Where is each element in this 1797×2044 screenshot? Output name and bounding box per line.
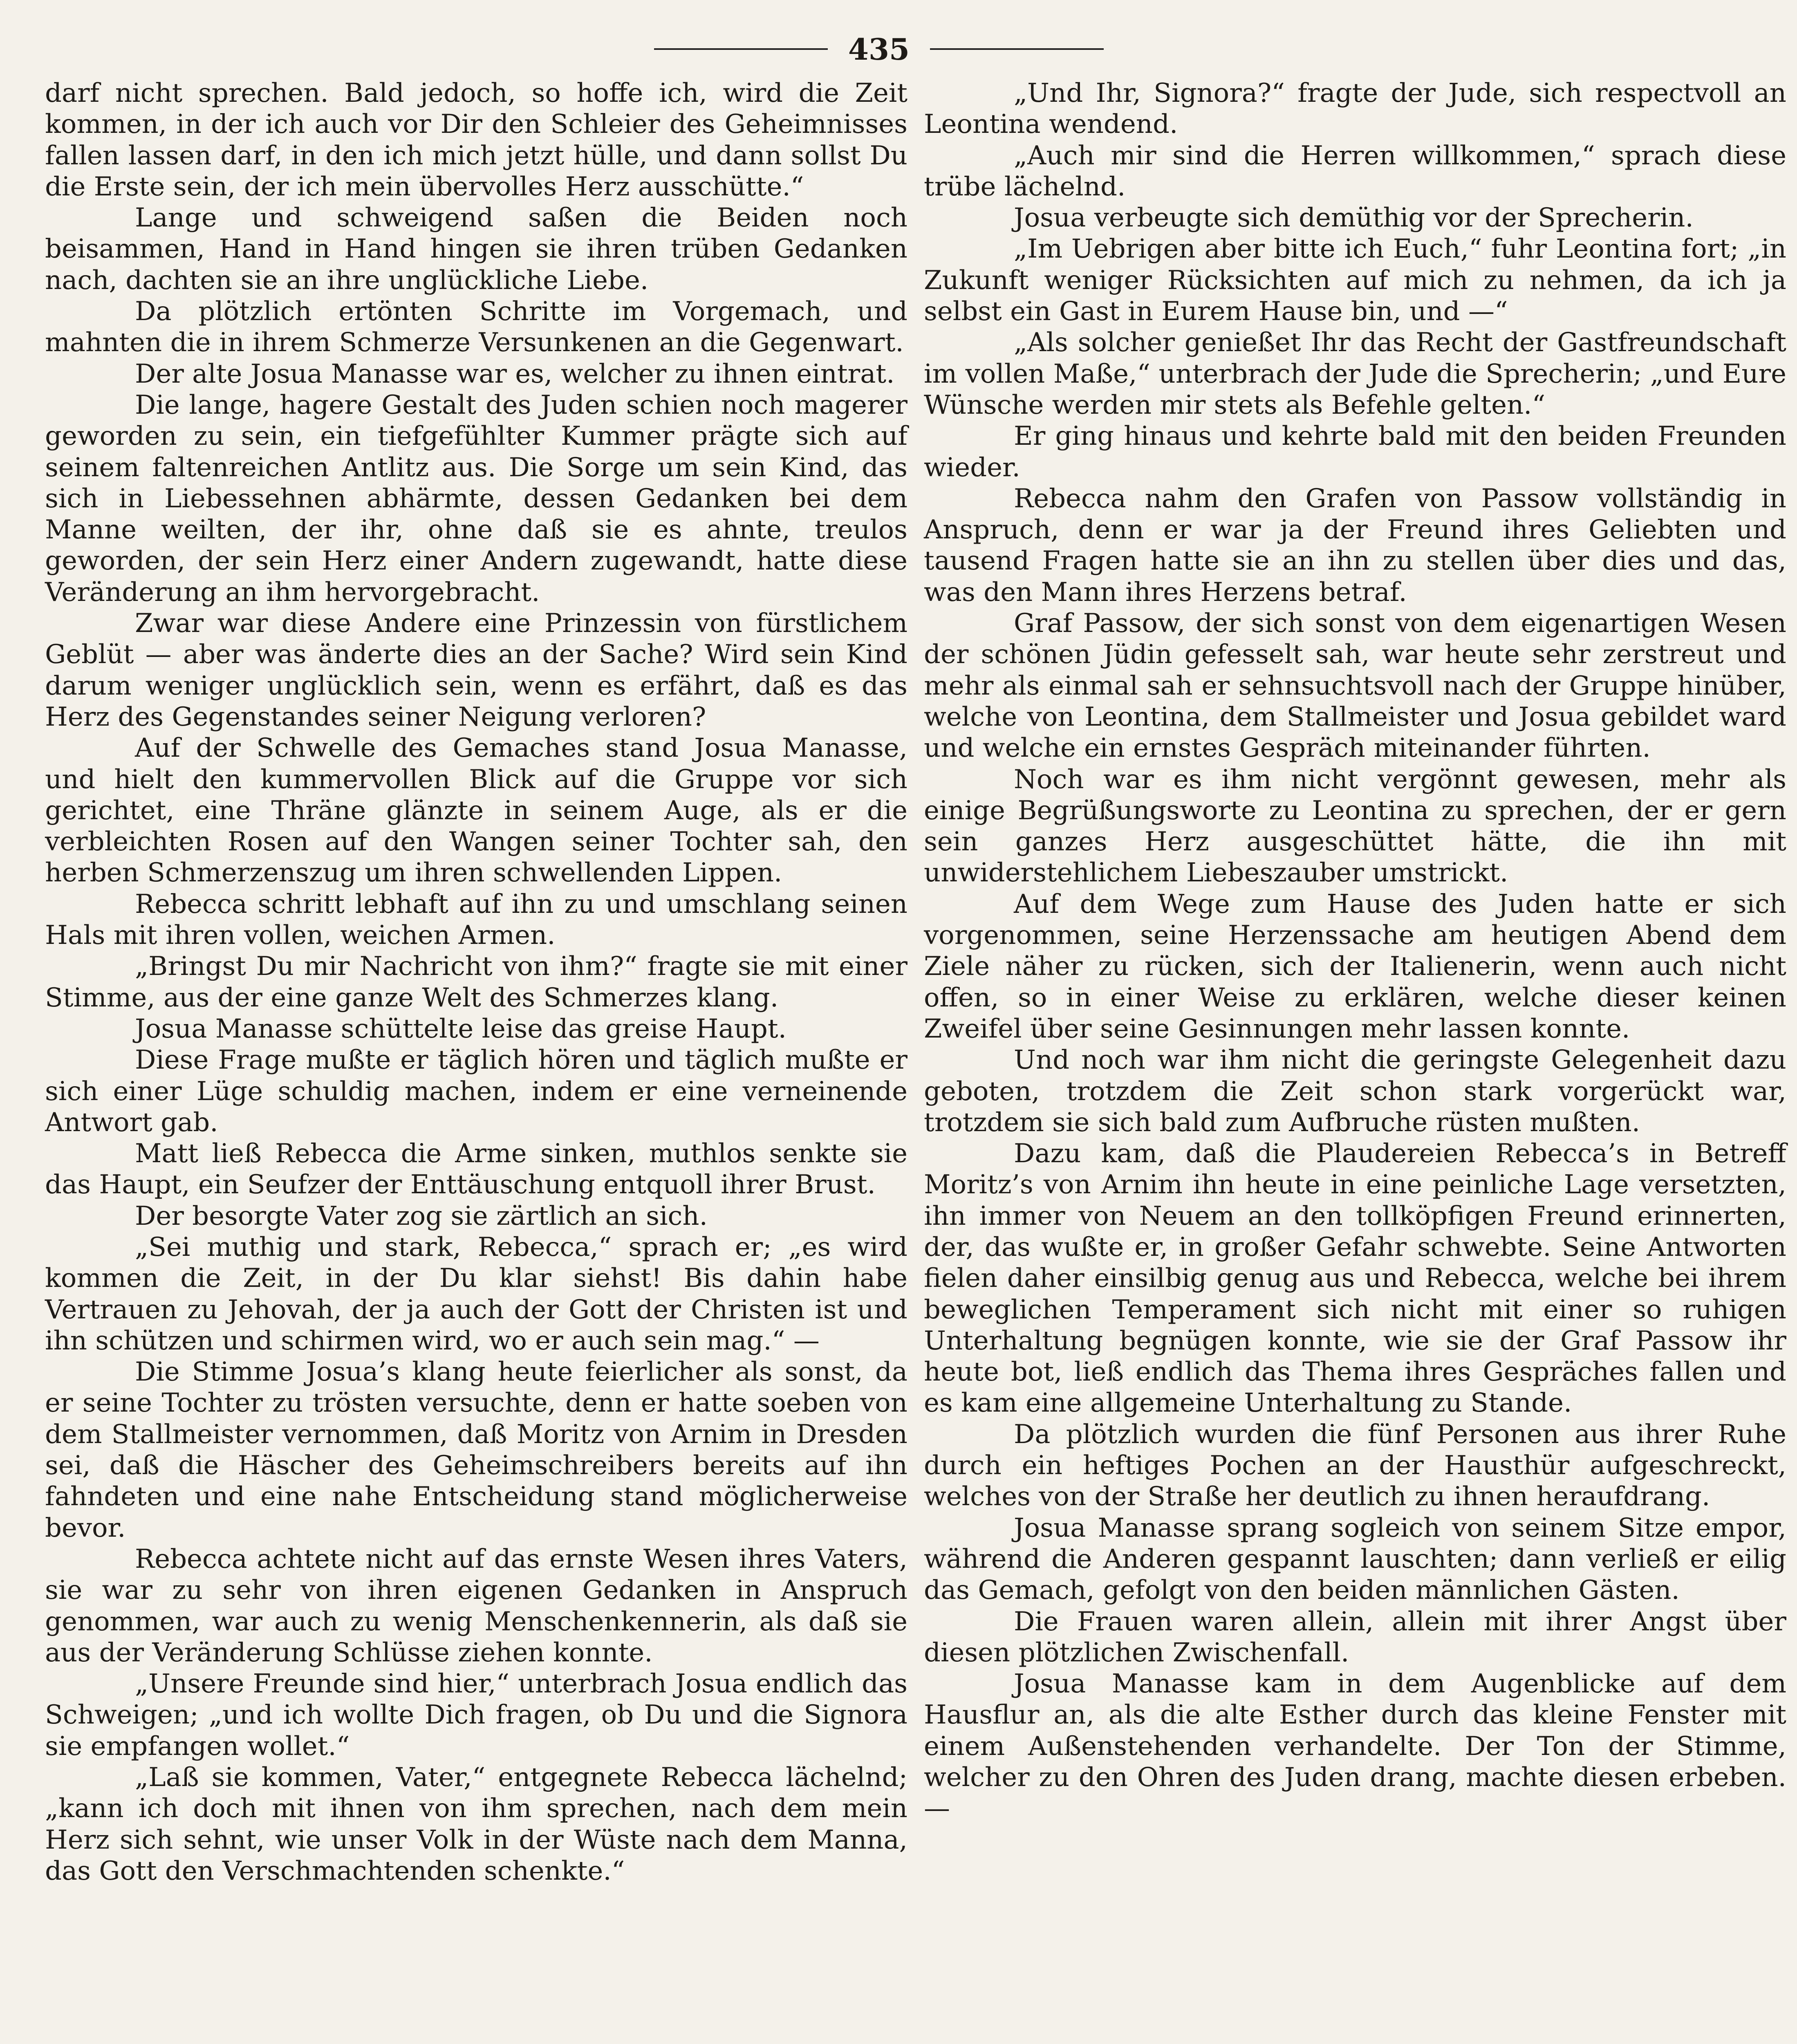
- paragraph: Rebecca nahm den Grafen von Passow vollständig in Anspruch, denn er war ja der Freund ihres Geliebten und tausend Fragen hatte sie an ihn zu stellen über dies und das, was den Mann ihres Herzens betraf.: [924, 483, 1786, 607]
- paragraph: Matt ließ Rebecca die Arme sinken, muthlos senkte sie das Haupt, ein Seufzer der Enttäuschung entquoll ihrer Brust.: [45, 1139, 907, 1200]
- paragraph: Da plötzlich wurden die fünf Personen aus ihrer Ruhe durch ein heftiges Pochen an der Hausthür aufgeschreckt, welches von der Straße her deutlich zu ihnen heraufdrang.: [924, 1419, 1786, 1512]
- paragraph: Graf Passow, der sich sonst von dem eigenartigen Wesen der schönen Jüdin gefesselt sah, war heute sehr zerstreut und mehr als einmal sah er sehnsuchtsvoll nach der Gruppe hinüber, welche von Leontina, dem Stallmeister und Josua gebildet ward und welche ein ernstes Gespräch miteinander führten.: [924, 608, 1786, 764]
- paragraph: Auf der Schwelle des Gemaches stand Josua Manasse, und hielt den kummervollen Blick auf die Gruppe vor sich gerichtet, eine Thräne glänzte in seinem Auge, als er die verbleichten Rosen auf den Wangen seiner Tochter sah, den herben Schmerzenszug um ihren schwellenden Lippen.: [45, 733, 907, 888]
- paragraph: „Auch mir sind die Herren willkommen,“ sprach diese trübe lächelnd.: [924, 140, 1786, 202]
- paragraph: Rebecca achtete nicht auf das ernste Wesen ihres Vaters, sie war zu sehr von ihren eigenen Gedanken in Anspruch genommen, war auch zu wenig Menschenkennerin, als daß sie aus der Veränderung Schlüsse ziehen konnte.: [45, 1544, 907, 1668]
- paragraph: Josua Manasse sprang sogleich von seinem Sitze empor, während die Anderen gespannt lauschten; dann verließ er eilig das Gemach, gefolgt von den beiden männlichen Gästen.: [924, 1513, 1786, 1606]
- paragraph: Und noch war ihm nicht die geringste Gelegenheit dazu geboten, trotzdem die Zeit schon stark vorgerückt war, trotzdem sie sich bald zum Aufbruche rüsten mußten.: [924, 1045, 1786, 1138]
- paragraph: Josua Manasse kam in dem Augenblicke auf dem Hausflur an, als die alte Esther durch das kleine Fenster mit einem Außenstehenden verhandelte. Der Ton der Stimme, welcher zu den Ohren des Juden drang, machte diesen erbeben. —: [924, 1669, 1786, 1824]
- paragraph: Die Frauen waren allein, allein mit ihrer Angst über diesen plötzlichen Zwischenfall.: [924, 1606, 1786, 1668]
- paragraph: Da plötzlich ertönten Schritte im Vorgemach, und mahnten die in ihrem Schmerze Versunkenen an die Gegenwart.: [45, 296, 907, 358]
- left-column: [45, 78, 907, 1887]
- paragraph: Diese Frage mußte er täglich hören und täglich mußte er sich einer Lüge schuldig machen, indem er eine verneinende Antwort gab.: [45, 1045, 907, 1138]
- paragraph: Auf dem Wege zum Hause des Juden hatte er sich vorgenommen, seine Herzenssache am heutigen Abend dem Ziele näher zu rücken, sich der Italienerin, wenn auch nicht offen, so in einer Weise zu erklären, welche dieser keinen Zweifel über seine Gesinnungen mehr lassen konnte.: [924, 889, 1786, 1044]
- right-column: [924, 78, 1786, 1824]
- paragraph: „Als solcher genießet Ihr das Recht der Gastfreundschaft im vollen Maße,“ unterbrach der Jude die Sprecherin; „und Eure Wünsche werden mir stets als Befehle gelten.“: [924, 327, 1786, 420]
- paragraph: Der alte Josua Manasse war es, welcher zu ihnen eintrat.: [135, 359, 895, 389]
- paragraph: „Laß sie kommen, Vater,“ entgegnete Rebecca lächelnd; „kann ich doch mit ihnen von ihm sprechen, nach dem mein Herz sich sehnt, wie unser Volk in der Wüste nach dem Manna, das Gott den Verschmachtenden schenkte.“: [45, 1762, 907, 1886]
- paragraph: darf nicht sprechen. Bald jedoch, so hoffe ich, wird die Zeit kommen, in der ich auch vor Dir den Schleier des Geheimnisses fallen lassen darf, in den ich mich jetzt hülle, und dann sollst Du die Erste sein, der ich mein übervolles Herz ausschütte.“: [45, 78, 907, 202]
- paragraph: „Und Ihr, Signora?“ fragte der Jude, sich respectvoll an Leontina wendend.: [924, 78, 1786, 140]
- header-page-number: 435: [848, 31, 910, 67]
- paragraph: „Im Uebrigen aber bitte ich Euch,“ fuhr Leontina fort; „in Zukunft weniger Rücksichten auf mich zu nehmen, da ich ja selbst ein Gast in Eurem Hause bin, und —“: [924, 234, 1786, 327]
- paragraph: Josua verbeugte sich demüthig vor der Sprecherin.: [1014, 203, 1694, 233]
- paragraph: Die lange, hagere Gestalt des Juden schien noch magerer geworden zu sein, ein tiefgefühlter Kummer prägte sich auf seinem faltenreichen Antlitz aus. Die Sorge um sein Kind, das sich in Liebessehnen abhärmte, dessen Gedanken bei dem Manne weilten, der ihr, ohne daß sie es ahnte, treulos geworden, der sein Herz einer Andern zugewandt, hatte diese Veränderung an ihm hervorgebracht.: [45, 390, 907, 607]
- paragraph: Der besorgte Vater zog sie zärtlich an sich.: [135, 1201, 708, 1231]
- paragraph: Zwar war diese Andere eine Prinzessin von fürstlichem Geblüt — aber was änderte dies an der Sache? Wird sein Kind darum weniger unglücklich sein, wenn es erfährt, daß es das Herz des Gegenstandes seiner Neigung verloren?: [45, 608, 907, 732]
- paragraph: Er ging hinaus und kehrte bald mit den beiden Freunden wieder.: [924, 421, 1786, 483]
- paragraph: „Unsere Freunde sind hier,“ unterbrach Josua endlich das Schweigen; „und ich wollte Dich fragen, ob Du und die Signora sie empfangen wollet.“: [45, 1669, 907, 1762]
- paragraph: Lange und schweigend saßen die Beiden noch beisammen, Hand in Hand hingen sie ihren trüben Gedanken nach, dachten sie an ihre unglückliche Liebe.: [45, 203, 907, 296]
- paragraph: Josua Manasse schüttelte leise das greise Haupt.: [135, 1013, 786, 1044]
- paragraph: Noch war es ihm nicht vergönnt gewesen, mehr als einige Begrüßungsworte zu Leontina zu sprechen, der er gern sein ganzes Herz ausgeschüttet hätte, die ihn mit unwiderstehlichem Liebeszauber umstrickt.: [924, 764, 1786, 888]
- paragraph: Die Stimme Josua’s klang heute feierlicher als sonst, da er seine Tochter zu trösten versuchte, denn er hatte soeben von dem Stallmeister vernommen, daß Moritz von Arnim in Dresden sei, daß die Häscher des Geheimschreibers bereits auf ihn fahndeten und eine nahe Entscheidung stand möglicherweise bevor.: [45, 1357, 907, 1543]
- paragraph: Rebecca schritt lebhaft auf ihn zu und umschlang seinen Hals mit ihren vollen, weichen Armen.: [45, 889, 907, 951]
- page-header: [654, 25, 1104, 74]
- paragraph: „Sei muthig und stark, Rebecca,“ sprach er; „es wird kommen die Zeit, in der Du klar siehst! Bis dahin habe Vertrauen zu Jehovah, der ja auch der Gott der Christen ist und ihn schützen und schirmen wird, wo er auch sein mag.“ —: [45, 1232, 907, 1356]
- header-rule-right: [930, 48, 1104, 50]
- paragraph: Dazu kam, daß die Plaudereien Rebecca’s in Betreff Moritz’s von Arnim ihn heute in eine peinliche Lage versetzten, ihn immer von Neuem an den tollköpfigen Freund erinnerten, der, das wußte er, in großer Gefahr schwebte. Seine Antworten fielen daher einsilbig genug aus und Rebecca, welche bei ihrem beweglichen Temperament sich nicht mit einer so ruhigen Unterhaltung begnügen konnte, wie sie der Graf Passow ihr heute bot, ließ endlich das Thema ihres Gespräches fallen und es kam eine allgemeine Unterhaltung zu Stande.: [924, 1139, 1786, 1419]
- header-rule-left: [654, 48, 828, 50]
- paragraph: „Bringst Du mir Nachricht von ihm?“ fragte sie mit einer Stimme, aus der eine ganze Welt des Schmerzes klang.: [45, 951, 907, 1013]
